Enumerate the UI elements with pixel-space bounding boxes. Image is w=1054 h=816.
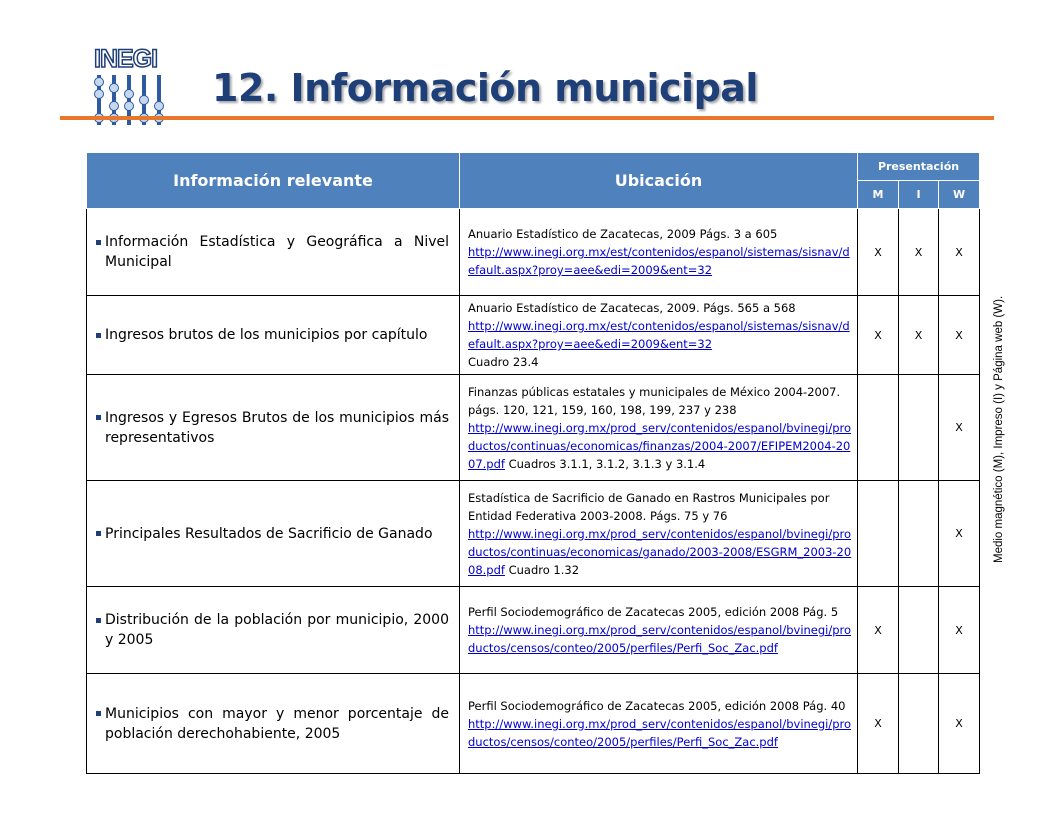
mark-i: [899, 481, 939, 587]
location-cell: [460, 587, 858, 674]
source-link[interactable]: http://www.inegi.org.mx/est/contenidos/espanol/sistemas/sisnav/default.aspx?proy=aee&edi=2009&ent=32: [468, 319, 850, 351]
mark-i: [899, 587, 939, 674]
mark-m: [858, 375, 899, 481]
mark-m: X: [858, 296, 899, 375]
mark-w: X: [939, 375, 980, 481]
information-table: [86, 152, 980, 774]
location-note: Cuadros 3.1.1, 3.1.2, 3.1.3 y 3.1.4: [508, 456, 706, 471]
table-row: [87, 587, 980, 674]
col-header-m: M: [858, 181, 899, 209]
legend-note: Medio magnético (M), Impreso (I) y Página web (W).: [993, 295, 1005, 563]
location-note: Cuadro 23.4: [468, 355, 539, 369]
location-cell: [460, 674, 858, 774]
location-cell: [460, 296, 858, 375]
mark-m: X: [858, 209, 899, 296]
info-cell: Principales Resultados de Sacrificio de Ganado: [87, 481, 460, 587]
page-title: 12. Información municipal: [212, 66, 758, 110]
mark-w: X: [939, 209, 980, 296]
location-cell: [460, 375, 858, 481]
col-header-location: Ubicación: [460, 153, 858, 209]
mark-w: X: [939, 587, 980, 674]
source-link[interactable]: http://www.inegi.org.mx/prod_serv/contenidos/espanol/bvinegi/productos/continuas/economicas/finanzas/2004-2007/EFIPEM2004-2007.pdf: [468, 420, 852, 471]
title-underline: [60, 116, 994, 120]
inegi-logo: [94, 47, 168, 127]
location-text: Finanzas públicas estatales y municipales de México 2004-2007. págs. 120, 121, 159, 160, 198, 199, 237 y 238: [468, 384, 841, 417]
source-link[interactable]: http://www.inegi.org.mx/prod_serv/contenidos/espanol/bvinegi/productos/censos/conteo/2005/perfiles/Perfi_Soc_Zac.pdf: [468, 716, 852, 749]
col-header-presentation: Presentación: [858, 153, 980, 181]
info-cell: Municipios con mayor y menor porcentaje de población derechohabiente, 2005: [87, 674, 460, 774]
logo-text: INEGI: [94, 45, 158, 73]
location-text: Perfil Sociodemográfico de Zacatecas 2005, edición 2008 Pág. 5: [468, 605, 839, 619]
mark-i: [899, 375, 939, 481]
mark-w: X: [939, 674, 980, 774]
table-row: [87, 674, 980, 774]
col-header-w: W: [939, 181, 980, 209]
mark-i: X: [899, 296, 939, 375]
bullet-icon: [96, 711, 101, 716]
mark-i: [899, 674, 939, 774]
col-header-info: Información relevante: [87, 153, 460, 209]
mark-m: X: [858, 587, 899, 674]
location-text: Anuario Estadístico de Zacatecas, 2009. Págs. 565 a 568: [468, 301, 796, 315]
mark-m: X: [858, 674, 899, 774]
table-row: [87, 481, 980, 587]
table-row: [87, 209, 980, 296]
location-cell: [460, 481, 858, 587]
location-text: Anuario Estadístico de Zacatecas, 2009 Págs. 3 a 605: [468, 227, 778, 241]
bullet-icon: [96, 333, 101, 338]
info-cell: Distribución de la población por municipio, 2000 y 2005: [87, 587, 460, 674]
table-row: [87, 375, 980, 481]
bullet-icon: [96, 240, 101, 245]
bullet-icon: [96, 415, 101, 420]
source-link[interactable]: http://www.inegi.org.mx/prod_serv/contenidos/espanol/bvinegi/productos/continuas/economicas/ganado/2003-2008/ESGRM_2003-2008.pdf: [468, 526, 852, 577]
source-link[interactable]: http://www.inegi.org.mx/prod_serv/contenidos/espanol/bvinegi/productos/censos/conteo/2005/perfiles/Perfi_Soc_Zac.pdf: [468, 623, 852, 655]
location-text: Perfil Sociodemográfico de Zacatecas 2005, edición 2008 Pág. 40: [468, 698, 846, 713]
table-row: [87, 296, 980, 375]
bullet-icon: [96, 531, 101, 536]
bullet-icon: [96, 618, 101, 623]
source-link[interactable]: http://www.inegi.org.mx/est/contenidos/espanol/sistemas/sisnav/default.aspx?proy=aee&edi=2009&ent=32: [468, 245, 850, 277]
col-header-i: I: [899, 181, 939, 209]
location-text: Estadística de Sacrificio de Ganado en Rastros Municipales por Entidad Federativa 2003-2008. Págs. 75 y 76: [468, 490, 830, 523]
location-cell: [460, 209, 858, 296]
mark-w: X: [939, 481, 980, 587]
mark-m: [858, 481, 899, 587]
mark-w: X: [939, 296, 980, 375]
info-cell: Información Estadística y Geográfica a Nivel Municipal: [87, 209, 460, 296]
mark-i: X: [899, 209, 939, 296]
info-cell: Ingresos y Egresos Brutos de los municipios más representativos: [87, 375, 460, 481]
info-cell: Ingresos brutos de los municipios por capítulo: [87, 296, 460, 375]
location-note: Cuadro 1.32: [508, 562, 580, 577]
